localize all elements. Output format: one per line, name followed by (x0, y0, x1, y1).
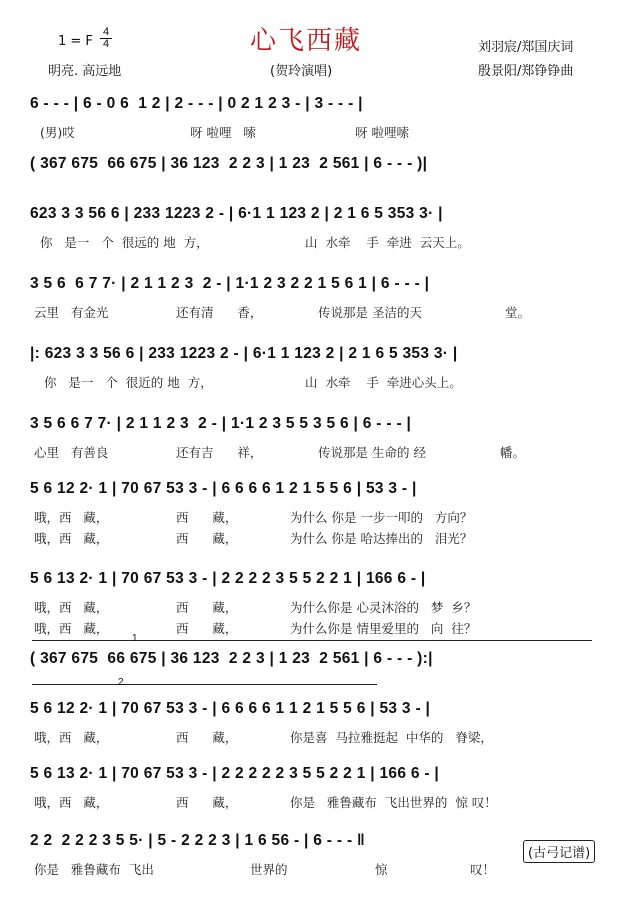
lyric-segment: 哦，西 藏， (34, 621, 109, 636)
lyric-segment: 惊 (375, 862, 388, 877)
lyric-segment: 西 藏， (176, 510, 238, 525)
lyric-segment: 哦，西 藏， (34, 600, 109, 615)
lyric-segment: 西 藏， (176, 795, 238, 810)
lyric-segment: 叹！ (470, 862, 496, 877)
notation-line: 5 6 12 2· 1 | 70 67 53 3 - | 6 6 6 6 1 1 2 1 5 5 6 | 53 3 - | (30, 700, 431, 717)
lyric-segment: 西 藏， (176, 531, 238, 546)
lyric-segment: 哦，西 藏， (34, 531, 109, 546)
lyric-segment: 呀 啦哩嗦 (355, 125, 409, 140)
notation-line: 5 6 13 2· 1 | 70 67 53 3 - | 2 2 2 2 3 5 5 2 2 1 | 166 6 - | (30, 570, 426, 587)
lyric-segment: 哦，西 藏， (34, 730, 109, 745)
lyric-segment: 哦，西 藏， (34, 795, 109, 810)
singer-credit: (贺玲演唱) (270, 64, 333, 79)
notation-line: 5 6 12 2· 1 | 70 67 53 3 - | 6 6 6 6 1 2 1 5 5 6 | 53 3 - | (30, 480, 417, 497)
volta-bracket-2 (32, 684, 377, 685)
volta-2-label: 2 (118, 677, 124, 688)
lyric-segment: 为什么你是 情里爱里的 向 往？ (290, 621, 477, 636)
lyric-segment: 你是 雅鲁藏布 飞出世界的 惊 叹！ (290, 795, 497, 810)
key-signature: 1 = F (58, 34, 93, 49)
notation-source: (古弓记谱) (523, 840, 595, 863)
volta-1-label: 1 (132, 633, 138, 644)
lyric-segment: 你 是一 个 很近的 地 方， (44, 375, 213, 390)
lyric-segment: 为什么 你是 哈达捧出的 泪光？ (290, 531, 473, 546)
notation-line: |: 623 3 3 56 6 | 233 1223 2 - | 6·1 1 123 2 | 2 1 6 5 353 3· | (30, 345, 458, 362)
lyric-segment: 还有吉 祥， (176, 445, 263, 460)
lyric-segment: 你 是一 个 很远的 地 方， (40, 235, 209, 250)
lyric-segment: 世界的 (250, 862, 288, 877)
lyric-segment: 山 水牵 手 牵进心头上。 (305, 375, 462, 390)
notation-line: 6 - - - | 6 - 0 6 1 2 | 2 - - - | 0 2 1 2 3 - | 3 - - - | (30, 95, 363, 112)
lyric-segment: 呀 啦哩 嗦 (190, 125, 256, 140)
lyric-segment: 心里 有善良 (34, 445, 109, 460)
lyric-segment: 为什么你是 心灵沐浴的 梦 乡？ (290, 600, 477, 615)
notation-line: 5 6 13 2· 1 | 70 67 53 3 - | 2 2 2 2 2 3 5 5 2 2 1 | 166 6 - | (30, 765, 440, 782)
song-title: 心飞西藏 (250, 26, 363, 56)
lyric-segment: 西 藏， (176, 600, 238, 615)
notation-line: 3 5 6 6 7 7· | 2 1 1 2 3 2 - | 1·1 2 3 5 5 3 5 6 | 6 - - - | (30, 415, 412, 432)
lyric-segment: (男)哎 (40, 125, 75, 140)
lyric-segment: 西 藏， (176, 730, 238, 745)
notation-line: 2 2 2 2 2 3 5 5· | 5 - 2 2 2 3 | 1 6 56 - | 6 - - - ‖ (30, 832, 366, 849)
lyric-segment: 你是 雅鲁藏布 飞出 (34, 862, 154, 877)
tempo-mood: 明亮. 高远地 (48, 64, 122, 79)
composer-credit: 殷景阳/郑铮铮曲 (478, 64, 574, 79)
lyric-segment: 幡。 (500, 445, 526, 460)
lyric-segment: 传说那是 圣洁的天 (318, 305, 422, 320)
notation-line: 3 5 6 6 7 7· | 2 1 1 2 3 2 - | 1·1 2 3 2 2 1 5 6 1 | 6 - - - | (30, 275, 430, 292)
lyricist-credit: 刘羽宸/郑国庆词 (478, 40, 574, 55)
lyric-segment: 哦，西 藏， (34, 510, 109, 525)
notation-line: 623 3 3 56 6 | 233 1223 2 - | 6·1 1 123 2 | 2 1 6 5 353 3· | (30, 205, 443, 222)
lyric-segment: 云里 有金光 (34, 305, 109, 320)
lyric-segment: 还有清 香， (176, 305, 263, 320)
lyric-segment: 你是喜 马拉雅挺起 中华的 脊梁， (290, 730, 493, 745)
notation-line: ( 367 675 66 675 | 36 123 2 2 3 | 1 23 2 561 | 6 - - - ):| (30, 650, 433, 667)
lyric-segment: 西 藏， (176, 621, 238, 636)
volta-bracket-1 (32, 640, 592, 641)
time-signature: 4 4 (100, 27, 112, 50)
notation-line: ( 367 675 66 675 | 36 123 2 2 3 | 1 23 2 561 | 6 - - - )| (30, 155, 428, 172)
lyric-segment: 传说那是 生命的 经 (318, 445, 426, 460)
lyric-segment: 为什么 你是 一步一叩的 方向？ (290, 510, 473, 525)
lyric-segment: 堂。 (505, 305, 531, 320)
lyric-segment: 山 水牵 手 牵进 云天上。 (305, 235, 470, 250)
